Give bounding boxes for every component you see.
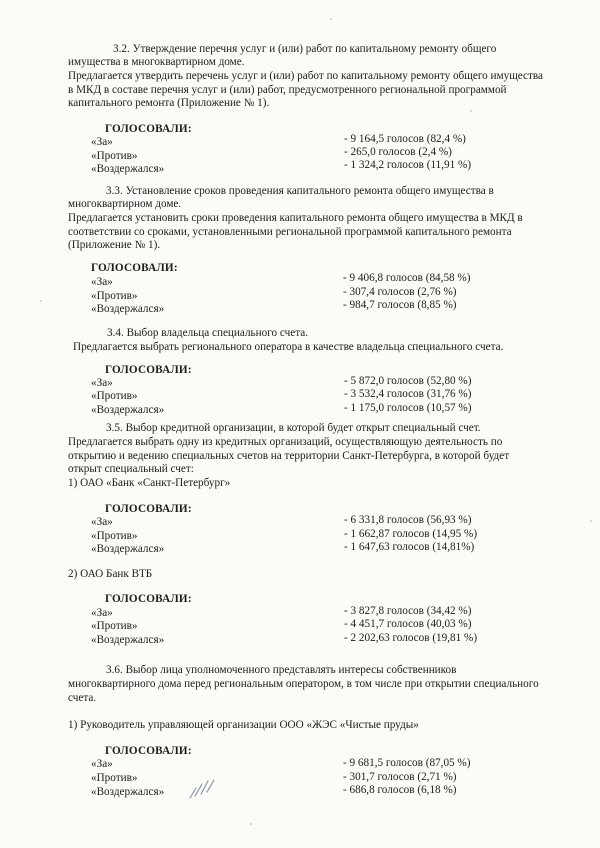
vote-result-for: - 9 164,5 голосов (82,4 %) [344, 133, 466, 145]
section-3-2-text-3: капитального ремонта (Приложение № 1). [68, 97, 270, 109]
section-3-3-title-cont: многоквартирном доме. [68, 198, 182, 210]
section-3-3-text-2: соответствии со сроками, установленными региональной программой капитального ремонта [68, 226, 512, 238]
section-3-5-text-2: открытию и ведению специальных счетов на территории Санкт-Петербурга, в которой будет [68, 450, 510, 462]
vote-label-abstain: «Воздержался» [91, 786, 165, 798]
bank-option-1: 1) ОАО «Банк «Санкт-Петербург» [68, 477, 231, 489]
vote-result-against: - 3 532,4 голосов (31,76 %) [344, 388, 472, 400]
vote-result-abstain: - 1 324,2 голосов (11,91 %) [344, 159, 472, 171]
section-3-2-text-2: в МКД в составе перечня услуг и (или) работ, предусмотренного региональной программой [68, 84, 507, 96]
vote-label-for: «За» [91, 758, 113, 770]
vote-heading: ГОЛОСОВАЛИ: [105, 593, 192, 605]
scan-speck [40, 300, 42, 302]
vote-result-for: - 9 681,5 голосов (87,05 %) [343, 757, 471, 769]
vote-label-abstain: «Воздержался» [91, 303, 165, 315]
scan-speck [250, 823, 252, 825]
scan-speck [590, 520, 592, 522]
vote-result-abstain: - 2 202,63 голосов (19,81 %) [344, 632, 478, 644]
section-3-2-title: 3.2. Утверждение перечня услуг и (или) работ по капитальному ремонту общего [113, 43, 497, 55]
vote-result-abstain: - 1 647,63 голосов (14,81%) [344, 541, 475, 553]
section-3-5-text-1: Предлагается выбрать одну из кредитных организаций, осуществляющую деятельность по [68, 436, 503, 448]
section-3-3-text-1: Предлагается установить сроки проведения капитального ремонта общего имущества в МКД в [68, 212, 523, 224]
vote-result-for: - 9 406,8 голосов (84,58 %) [343, 272, 471, 284]
representative-option-1: 1) Руководитель управляющей организации ООО «ЖЭС «Чистые пруды» [68, 719, 419, 731]
vote-heading: ГОЛОСОВАЛИ: [105, 123, 192, 135]
vote-label-against: «Против» [91, 290, 138, 302]
section-3-5-title: 3.5. Выбор кредитной организации, в которой будет открыт специальный счет. [106, 422, 481, 434]
pen-mark-icon [186, 776, 220, 802]
vote-label-for: «За» [91, 377, 113, 389]
section-3-6-text-1: многоквартирного дома перед региональным оператором, в том числе при открытии специального [68, 678, 539, 690]
vote-result-abstain: - 984,7 голосов (8,85 %) [343, 299, 457, 311]
vote-heading: ГОЛОСОВАЛИ: [105, 364, 192, 376]
vote-result-against: - 265,0 голосов (2,4 %) [344, 146, 452, 158]
vote-label-abstain: «Воздержался» [91, 404, 165, 416]
section-3-3-title: 3.3. Установление сроков проведения капитального ремонта общего имущества в [106, 185, 494, 197]
vote-heading: ГОЛОСОВАЛИ: [105, 745, 192, 757]
vote-label-for: «За» [91, 276, 113, 288]
vote-result-against: - 301,7 голосов (2,71 %) [343, 771, 457, 783]
section-3-6-text-2: счета. [68, 692, 97, 704]
vote-result-for: - 5 872,0 голосов (52,80 %) [344, 375, 472, 387]
vote-result-for: - 6 331,8 голосов (56,93 %) [344, 514, 472, 526]
vote-heading: ГОЛОСОВАЛИ: [91, 262, 178, 274]
vote-result-abstain: - 686,8 голосов (6,18 %) [343, 784, 457, 796]
vote-label-abstain: «Воздержался» [91, 543, 165, 555]
vote-heading: ГОЛОСОВАЛИ: [105, 503, 192, 515]
vote-label-for: «За» [91, 516, 113, 528]
vote-label-against: «Против» [91, 390, 138, 402]
vote-result-for: - 3 827,8 голосов (34,42 %) [344, 605, 472, 617]
scan-speck [330, 18, 332, 20]
vote-label-for: «За» [91, 136, 113, 148]
section-3-5-text-3: открыт специальный счет: [68, 463, 194, 475]
vote-result-abstain: - 1 175,0 голосов (10,57 %) [344, 402, 472, 414]
section-3-2-text-1: Предлагается утвердить перечень услуг и (или) работ по капитальному ремонту общего имущества [68, 70, 544, 82]
section-3-6-title: 3.6. Выбор лица уполномоченного представлять интересы собственников [106, 664, 457, 676]
vote-result-against: - 4 451,7 голосов (40,03 %) [344, 618, 472, 630]
section-3-2-title-cont: имущества в многоквартирном доме. [68, 56, 245, 68]
vote-label-against: «Против» [91, 150, 138, 162]
vote-label-abstain: «Воздержался» [91, 634, 165, 646]
vote-label-for: «За» [91, 607, 113, 619]
section-3-4-title: 3.4. Выбор владельца специального счета. [107, 327, 309, 339]
vote-label-against: «Против» [91, 530, 138, 542]
vote-label-abstain: «Воздержался» [91, 163, 165, 175]
vote-label-against: «Против» [91, 620, 138, 632]
vote-result-against: - 307,4 голосов (2,76 %) [343, 286, 457, 298]
vote-result-against: - 1 662,87 голосов (14,95 %) [344, 528, 478, 540]
vote-label-against: «Против» [91, 772, 138, 784]
bank-option-2: 2) ОАО Банк ВТБ [68, 568, 153, 580]
section-3-3-text-3: (Приложение № 1). [68, 239, 161, 251]
scan-speck [470, 110, 472, 112]
section-3-4-text: Предлагается выбрать регионального оператора в качестве владельца специального счета. [73, 341, 504, 353]
